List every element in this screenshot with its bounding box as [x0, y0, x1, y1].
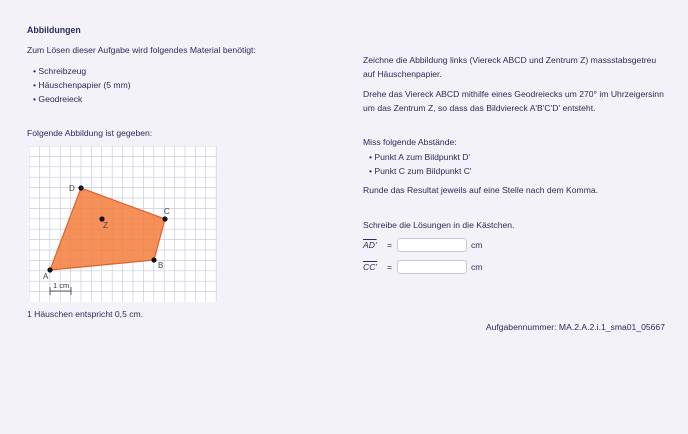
task-number: Aufgabennummer: MA.2.A.2.i.1_sma01_05667	[485, 322, 665, 332]
answer-label: CC'	[363, 262, 378, 272]
material-item: • Schreibzeug	[33, 64, 131, 78]
point-d	[78, 185, 83, 190]
measure-item: • Punkt C zum Bildpunkt C'	[369, 164, 472, 178]
point-b	[151, 257, 156, 262]
page-title: Abbildungen	[27, 25, 81, 35]
measure-item: • Punkt A zum Bildpunkt D'	[369, 150, 472, 164]
equals-sign: =	[387, 240, 393, 250]
point-label-c: C	[164, 207, 170, 216]
answer-intro: Schreibe die Lösungen in die Kästchen.	[363, 220, 515, 230]
scale-label: 1 cm	[53, 281, 70, 290]
material-list	[33, 64, 131, 106]
point-label-b: B	[158, 261, 164, 270]
instruction-draw: Zeichne die Abbildung links (Viereck ABCD und Zentrum Z) massstabsgetreu auf Häuschenpapier.	[363, 55, 657, 79]
point-label-a: A	[43, 272, 49, 281]
unit-label: cm	[471, 240, 483, 250]
figure	[29, 146, 217, 302]
answer-row-cc	[363, 260, 482, 274]
figure-svg	[29, 146, 217, 302]
point-label-z: Z	[103, 221, 108, 230]
measure-intro: Miss folgende Abstände:	[363, 137, 457, 147]
material-item: • Häuschenpapier (5 mm)	[33, 78, 131, 92]
material-intro: Zum Lösen dieser Aufgabe wird folgendes Material benötigt:	[27, 45, 256, 55]
unit-label: cm	[471, 262, 483, 272]
point-label-d: D	[69, 184, 75, 193]
point-c	[162, 216, 167, 221]
scale-note: 1 Häuschen entspricht 0,5 cm.	[27, 309, 144, 319]
answer-input-cc[interactable]	[397, 260, 467, 274]
instruction-rotate: Drehe das Viereck ABCD mithilfe eines Geodreiecks um 270° im Uhrzeigersinn um das Zentrum Z, so dass das Bildviereck A'B'C'D' entsteht.	[363, 89, 664, 113]
measure-list	[369, 150, 472, 178]
answer-label: AD'	[363, 240, 377, 250]
answer-row-ad	[363, 238, 482, 252]
material-item: • Geodreieck	[33, 92, 131, 106]
figure-intro: Folgende Abbildung ist gegeben:	[27, 128, 153, 138]
rounding-note: Runde das Resultat jeweils auf eine Stelle nach dem Komma.	[363, 185, 599, 195]
answer-input-ad[interactable]	[397, 238, 467, 252]
equals-sign: =	[387, 262, 393, 272]
